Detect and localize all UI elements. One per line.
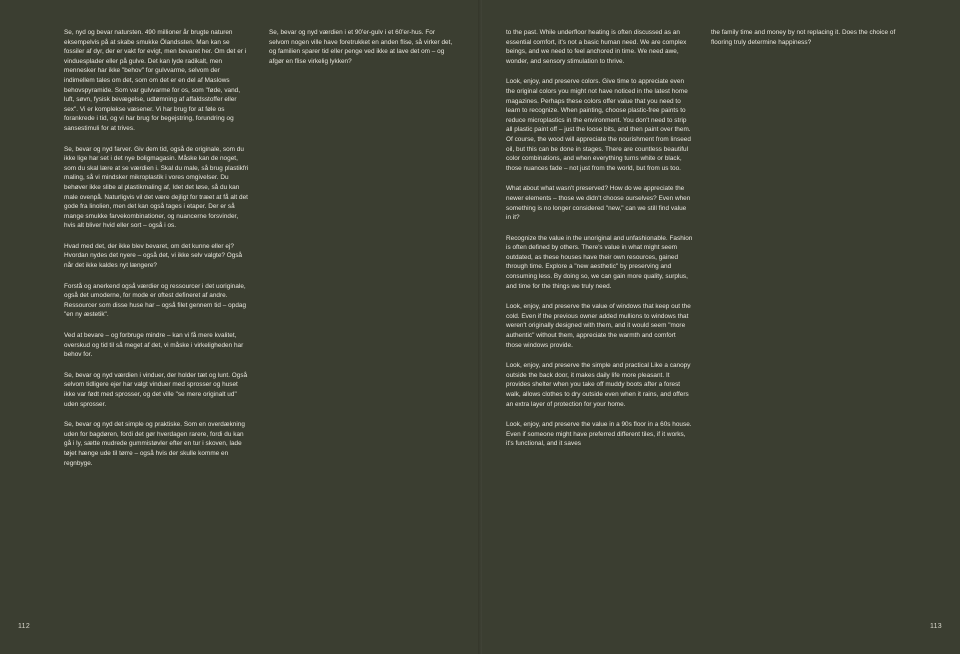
paragraph: Se, bevar og nyd værdien i et 90'er-gulv i et 60'er-hus. For selvom nogen ville have foretrukket en anden flise, så virker det, og familien sparer tid eller penge ved ikke at lave det om – og afgør en flise virkelig lykken? xyxy=(269,29,453,65)
paragraph: Se, bevar og nyd værdien i vinduer, der holder tæt og lunt. Også selvom tidligere ejer har valgt vinduer med sprosser og huset ikke var født med sprosser, og det ville "se mere originalt ud" uden sprosser. xyxy=(64,371,248,408)
page-right-columns xyxy=(506,28,898,449)
paragraph: the family time and money by not replacing it. Does the choice of flooring truly determine happiness? xyxy=(711,29,896,46)
paragraph: Hvad med det, der ikke blev bevaret, om det kunne eller ej? Hvordan nydes det nyere – også det, vi ikke selv valgte? Også når det ikke kaldes nyt længere? xyxy=(64,242,243,270)
page-right-column-1 xyxy=(506,28,693,449)
page-left-column-2 xyxy=(269,28,456,468)
page-number-right: 113 xyxy=(929,623,942,630)
paragraph: What about what wasn't preserved? How do we appreciate the newer elements – those we didn't choose ourselves? Even when something is no longer considered "new," can we still find value in it? xyxy=(506,185,691,222)
paragraph: Se, nyd og bevar natursten. 490 millioner år brugte naturen eksempelvis på at skabe smukke Ölandssten. Man kan se fossiler af dyr, der er vakt for evigt, men bevaret her. Om det er i vinduesplader eller på gulve. Det kan lyde radikalt, men mennesker har ikke "behov" for gulvvarme, selvom der indimellem tales om det, som om det er en del af Maslows behovspyramide. Som var gulvvarme for os, som "føde, vand, luft, søvn, fysisk bevægelse, udtømning af affaldsstoffer eller sex". Vi er komplekse væsener. Vi har brug for at føle os forankrede i tid, og vi har brug for begejstring, forundring og sansestimuli for at trives. xyxy=(64,29,247,132)
paragraph: Look, enjoy, and preserve the value of windows that keep out the cold. Even if the previous owner added mullions to windows that weren't originally designed with them, and it would seem "more authentic" without them, appreciate the warmth and comfort those windows provide. xyxy=(506,303,691,349)
page-left-columns xyxy=(64,28,456,468)
page-number-left: 112 xyxy=(18,623,31,630)
paragraph: Ved at bevare – og forbruge mindre – kan vi få mere kvalitet, overskud og tid til så meget af det, vi måske i virkeligheden har behov for. xyxy=(64,332,244,359)
paragraph: Forstå og anerkend også værdier og ressourcer i det uoriginale, også det umoderne, for mode er oftest defineret af andre. Ressourcer som disse huse har – også filet gennem tid – opdag "en ny æstetik". xyxy=(64,282,247,319)
page-left-column-1 xyxy=(64,28,251,468)
page-right xyxy=(480,0,960,654)
page-right-column-2 xyxy=(711,28,898,449)
paragraph: Look, enjoy, and preserve colors. Give time to appreciate even the original colors you might not have noticed in the latest home magazines. Perhaps these colors offer value that you need to learn to recognize. When painting, choose plastic-free paints to reduce microplastics in the environment. You don't need to strip all plastic paint off – just the loose bits, and then paint over them. Of course, the wood will appreciate the nourishment from linseed oil, but this can be done in stages. There are countless beautiful color combinations, and when everything turns white or black, those nuances fade – not just from the world, but from us too. xyxy=(506,78,691,172)
paragraph: Recognize the value in the unoriginal and unfashionable. Fashion is often defined by others. There's value in what might seem outdated, as these houses have their own resources, gained through time. Explore a "new aesthetic" by preserving and consuming less. By doing so, we can gain more quality, surplus, and time for the things we truly need. xyxy=(506,234,693,290)
paragraph: Look, enjoy, and preserve the simple and practical Like a canopy outside the back door, it makes daily life more pleasant. It provides shelter when you take off muddy boots after a forest walk, allows clothes to dry outside even when it rains, and offers an extra layer of protection for your home. xyxy=(506,362,691,408)
paragraph: Look, enjoy, and preserve the value in a 90s floor in a 60s house. Even if someone might have preferred different tiles, if it works, it's functional, and it saves xyxy=(506,421,692,448)
paragraph: Se, bevar og nyd farver. Giv dem tid, også de originale, som du ikke lige har set i det nye boligmagasin. Måske kan de noget, som du skal lære at se værdien i. Skal du male, så brug plastikfri maling, så vi mindsker mikroplastik i vores omgivelser. Du behøver ikke slibe al plastikmaling af, Idet det løse, så du kan male ovenpå. Naturligvis vil det være dejligt for træet at få alt det gode fra linolien, men det kan også tages i etaper. Der er så mange smukke farvekombinationer, og nuancerne forsvinder, hvis alt bliver hvid eller sort – også i os. xyxy=(64,145,249,230)
paragraph: to the past. While underfloor heating is often discussed as an essential comfort, it's not a basic human need. We are complex beings, and we need to feel anchored in time. We need awe, wonder, and sensory stimulation to thrive. xyxy=(506,29,687,65)
paragraph: Se, bevar og nyd det simple og praktiske. Som en overdækning uden for bagdøren, fordi det gør hverdagen rarere, fordi du kan gå i ly, sætte mudrede gummistøvler efter en tur i skoven, lade tøjet hænge ude til tørre – også hvis der skulle komme en regnbyge. xyxy=(64,421,245,467)
